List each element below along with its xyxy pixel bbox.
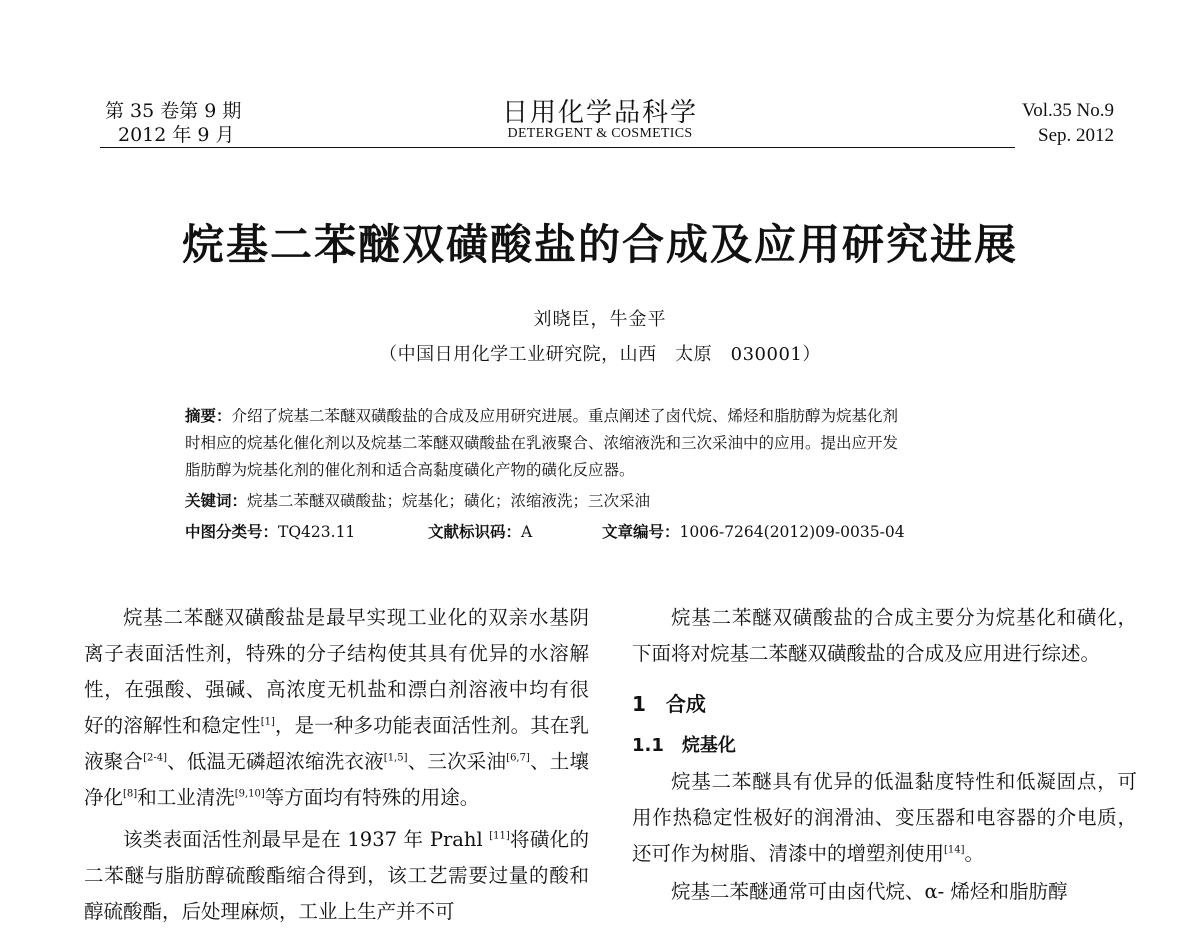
text-run: 、低温无磷超浓缩洗衣液	[166, 750, 384, 773]
subsection-heading-1-1: 1.1 烷基化	[632, 735, 736, 756]
issue-info: 第 35 卷第 9 期	[105, 100, 242, 122]
paper-title: 烷基二苯醚双磺酸盐的合成及应用研究进展	[181, 220, 1018, 269]
abstract-line-2: 时相应的烷基化催化剂以及烷基二苯醚双磺酸盐在乳液聚合、浓缩液洗和三次采油中的应用。提出应开发	[185, 434, 899, 452]
text-run: 、土壤净化	[84, 750, 589, 809]
journal-title-en: DETERGENT & COSMETICS	[507, 126, 693, 141]
keywords-text: 烷基二苯醚双磺酸盐；烷基化；磺化；浓缩液洗；三次采油	[247, 492, 651, 510]
article-number-value: 1006-7264(2012)09-0035-04	[679, 523, 905, 541]
right-column	[632, 600, 1137, 910]
abstract-text-1: 介绍了烷基二苯醚双磺酸盐的合成及应用研究进展。重点阐述了卤代烷、烯烃和脂肪醇为烷基化剂	[231, 407, 899, 425]
header-rule	[100, 147, 1015, 148]
article-number-line	[602, 520, 905, 542]
citation: [11]	[489, 830, 510, 842]
keywords-line	[185, 489, 650, 511]
keywords-label: 关键词：	[185, 492, 248, 510]
text-run: 烷基二苯醚双磺酸盐是最早实现工业化的双亲水基阴离子表面活性剂，特殊的分子结构使其具有优异的水溶解性，在强酸、强碱、高浓度无机盐和漂白剂溶液中均有很好的溶解性和稳定性	[84, 606, 589, 737]
doc-code-label: 文献标识码：	[428, 523, 522, 541]
citation: [14]	[944, 844, 965, 856]
citation: [1]	[260, 716, 275, 728]
clc-value: TQ423.11	[278, 523, 356, 541]
text-run: 等方面均有特殊的用途。	[264, 786, 480, 809]
right-paragraph-1: 烷基二苯醚双磺酸盐的合成主要分为烷基化和磺化，下面将对烷基二苯醚双磺酸盐的合成及应用进行综述。	[632, 606, 1137, 665]
doc-code-value: A	[521, 523, 533, 541]
text-run: 烷基二苯醚具有优异的低温黏度特性和低凝固点，可用作热稳定性极好的润滑油、变压器和电容器的介电质，还可作为树脂、清漆中的增塑剂使用	[632, 770, 1137, 865]
left-paragraph-1	[84, 600, 589, 816]
article-number-label: 文章编号：	[602, 523, 680, 541]
doc-code-line	[428, 520, 532, 542]
volume-number: Vol.35 No.9	[1021, 100, 1114, 121]
text-run: 和工业清洗	[137, 786, 235, 809]
journal-title-cn: 日用化学品科学	[501, 98, 698, 128]
text-run: 、三次采油	[407, 750, 507, 773]
clc-label: 中图分类号：	[185, 523, 279, 541]
text-run: 将磺化的二苯醚与脂肪醇硫酸酯缩合得到，该工艺需要过量的酸和醇硫酸酯，后处理麻烦，工业上生产并不可	[84, 828, 589, 923]
citation: [1,5]	[383, 752, 408, 764]
authors: 刘晓臣，牛金平	[533, 309, 667, 330]
publication-date: Sep. 2012	[1038, 125, 1114, 146]
text-run: 该类表面活性剂最早是在 1937 年 Prahl	[123, 828, 490, 851]
right-paragraph-3: 烷基二苯醚通常可由卤代烷、α- 烯烃和脂肪醇	[671, 880, 1068, 903]
clc-line	[185, 520, 355, 542]
affiliation: （中国日用化学工业研究院，山西 太原 030001）	[379, 344, 821, 365]
abstract-line-1	[185, 404, 898, 426]
right-paragraph-2	[632, 764, 1137, 872]
text-run: 。	[964, 842, 985, 865]
section-heading-1: 1 合成	[632, 692, 706, 716]
left-column	[84, 600, 589, 930]
abstract-label: 摘要：	[185, 407, 232, 425]
text-run: ，是一种多功能表面活性剂。其在乳液聚合	[84, 714, 589, 773]
citation: [9,10]	[234, 788, 265, 800]
left-paragraph-2	[84, 822, 589, 930]
citation: [8]	[123, 788, 138, 800]
issue-date: 2012 年 9 月	[118, 124, 235, 146]
citation: [6,7]	[506, 752, 530, 764]
citation: [2-4]	[143, 752, 167, 764]
abstract-line-3: 脂肪醇为烷基化剂的催化剂和适合高黏度磺化产物的磺化反应器。	[185, 461, 635, 479]
